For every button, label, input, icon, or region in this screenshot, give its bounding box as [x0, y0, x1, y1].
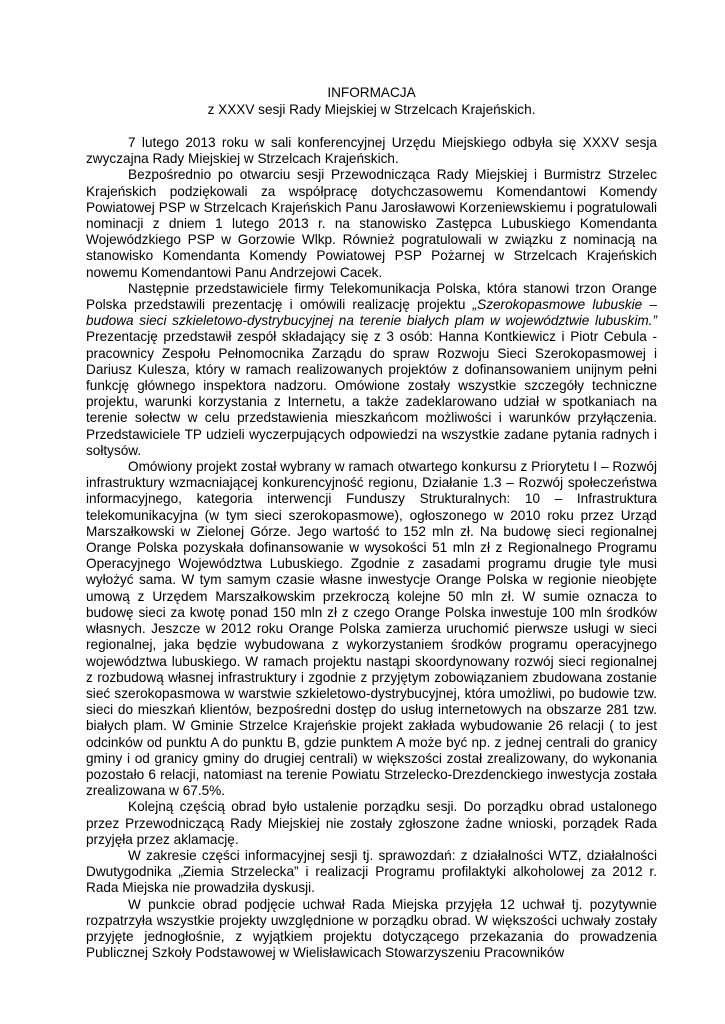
paragraph — [86, 897, 657, 962]
paragraph-text: Bezpośrednio po otwarciu sesji Przewodnicząca Rady Miejskiej i Burmistrz Strzelec Krajeńskich podziękowali za współpracę dotychczasowemu Komendantowi Komendy Powiatowej PSP w Strzelcach Krajeńskich Panu Jarosławowi Korzeniewskiemu i pogratulowali nominacji z dniem 1 lutego 2013 r. na stanowisko Zastępca Lubuskiego Komendanta Wojewódzkiego PSP w Gorzowie Wlkp. Również pogratulowali w związku z nominacją na stanowisko Komendanta Komendy Powiatowej PSP Pożarnej w Strzelcach Krajeńskich nowemu Komendantowi Panu Andrzejowi Cacek. — [86, 167, 657, 280]
paragraph — [86, 848, 657, 897]
paragraph — [86, 799, 657, 848]
paragraph-text: Prezentację przedstawił zespół składający się z 3 osób: Hanna Kontkiewicz i Piotr Cebula - pracownicy Zespołu Pełnomocnika Zarządu do spraw Rozwoju Sieci Szerokopasmowej i Dariusz Kulesza, który w ramach realizowanych projektów z dofinansowaniem unijnym pełni funkcję głównego inspektora nadzoru. Omówione zostały wszystkie szczegóły techniczne projektu, warunki korzystania z Internetu, a także zadeklarowano udział w spotkaniach na terenie sołectw w celu przedstawienia mieszkańcom możliwości i warunków przyłączenia. Przedstawiciele TP udzieli wyczerpujących odpowiedzi na wszystkie zadane pytania radnych i sołtysów. — [86, 329, 657, 458]
paragraph-text: Następnie przedstawiciele firmy Telekomunikacja Polska, która stanowi trzon Orange Polska przedstawili prezentację i omówili realizację projektu — [86, 280, 657, 313]
paragraph-text: 7 lutego 2013 roku w sali konferencyjnej Urzędu Miejskiego odbyła się XXXV sesja zwyczajna Rady Miejskiej w Strzelcach Krajeńskich. — [86, 135, 657, 167]
paragraph — [86, 135, 657, 167]
paragraph — [86, 459, 657, 799]
paragraph — [86, 167, 657, 280]
document-body — [86, 135, 657, 961]
document-title: INFORMACJA — [327, 85, 416, 100]
paragraph-text: W punkcie obrad podjęcie uchwał Rada Miejska przyjęła 12 uchwał tj. pozytywnie rozpatrzyła wszystkie projekty uwzględnione w porządku obrad. W większości uchwały zostały przyjęte jednogłośnie, z wyjątkiem projektu dotyczącego przekazania do prowadzenia Publicznej Szkoły Podstawowej w Wielisławicach Stowarzyszeniu Pracowników — [86, 896, 657, 961]
paragraph-text: Kolejną częścią obrad było ustalenie porządku sesji. Do porządku obrad ustalonego przez Przewodniczącą Rady Miejskiej nie zostały zgłoszone żadne wnioski, porządek Rada przyjęła przez aklamację. — [86, 799, 657, 847]
paragraph — [86, 281, 657, 459]
paragraph-text: W zakresie części informacyjnej sesji tj. sprawozdań: z działalności WTZ, działalności Dwutygodnika „Ziemia Strzelecka” i realizacji Programu profilaktyki alkoholowej za 2012 r. Rada Miejska nie prowadziła dyskusji. — [86, 847, 657, 896]
paragraph-text: Omówiony projekt został wybrany w ramach otwartego konkursu z Priorytetu I – Rozwój infrastruktury wzmacniającej konkurencyjność regionu, Działanie 1.3 – Rozwój społeczeństwa informacyjnego, kategoria interwencji Funduszy Strukturalnych: 10 – Infrastruktura telekomunikacyjna (w tym sieci szerokopasmowe), ogłoszonego w 2010 roku przez Urząd Marszałkowski w Zielonej Górze. Jego wartość to 152 mln zł. Na budowę sieci regionalnej Orange Polska pozyskała dofinansowanie w wysokości 51 mln zł z Regionalnego Programu Operacyjnego Województwa Lubuskiego. Zgodnie z zasadami programu drugie tyle musi wyłożyć sama. W tym samym czasie własne inwestycje Orange Polska w regionie nieobjęte umową z Urzędem Marszałkowskim przekroczą kolejne 50 mln zł. W sumie oznacza to budowę sieci za kwotę ponad 150 mln zł z czego Orange Polska inwestuje 100 mln środków własnych. Jeszcze w 2012 roku Orange Polska zamierza uruchomić pierwsze usługi w sieci regionalnej, jaka będzie wybudowana z wykorzystaniem środków programu operacyjnego województwa lubuskiego. W ramach projektu nastąpi skoordynowany rozwój sieci regionalnej z rozbudową własnej infrastruktury i zgodnie z przyjętym zobowiązaniem zbudowana zostanie sieć szerokopasmowa w warstwie szkieletowo-dystrybucyjnej, która umożliwi, po budowie tzw. sieci do mieszkań klientów, bezpośredni dostęp do usług internetowych na obszarze 281 tzw. białych plam. W Gminie Strzelce Krajeńskie projekt zakłada wybudowanie 26 relacji ( to jest odcinków od punktu A do punktu B, gdzie punktem A może być np. z jednej centrali do granicy gminy i od granicy gminy do drugiej centrali) w większości został zrealizowany, do wykonania pozostało 6 relacji, natomiast na terenie Powiatu Strzelecko-Drezdenckiego inwestycja została zrealizowana w 67.5%. — [86, 459, 657, 799]
project-title: „Szerokopasmowe lubuskie – budowa sieci szkieletowo-dystrybucyjnej na terenie białych plam w województwie lubuskim.” — [86, 297, 657, 329]
document-header — [86, 84, 657, 118]
document-subtitle: z XXXV sesji Rady Miejskiej w Strzelcach Krajeńskich. — [207, 102, 536, 117]
